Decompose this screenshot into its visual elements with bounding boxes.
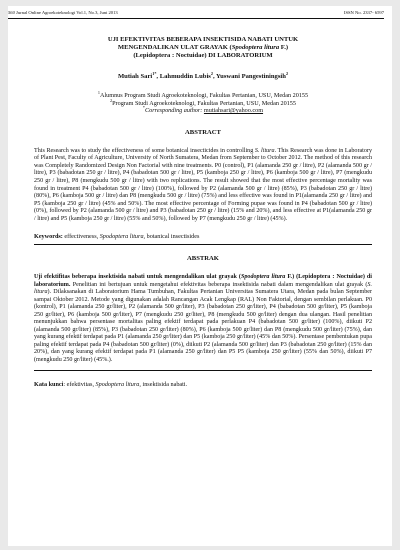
author-2-sup: 2 [210,70,213,76]
author-1: Mutiah Sari [117,73,153,80]
title-line-3: (Lepidoptera : Noctuidae) DI LABORATORIUM [133,52,273,59]
abstrak-bold-part-1: Uji efektifitas beberapa insektisida nabati untuk mengendalikan ulat grayak ( [34,274,241,281]
abstrak-bold-species: Spodoptera litura [240,274,286,281]
abstrak-text-part-2: ). Dilaksanakan di Laboratorium Hama Tumbuhan, Fakultas Pertanian Universitas Sumatera Utara, Medan pada bulan September sampai Oktober 2012. Metode yang digunakan adalah Rancangan Acak Lengkap (RAL) Non Faktorial, dengan sembilan perlakuan. P0 (kontrol), P1 (alamanda 250 gr/liter), P2 (alamanda 500 gr/liter), P3 (babadotan 250 gr/liter), P4 (babadotan 500 gr/liter), P5 (kamboja 250 gr/liter), P6 (kamboja 500 gr/liter), P7 (mengkudu 250 gr/liter), P8 (mengkudu 500 gr/liter) dengan dua ulangan. Hasil penelitian menunjukkan bahwa persentase mortalitas paling efektif terdapat pada perlakuan P4 (babadotan 500 gr/liter) (100%), diikuti P2 (alamanda 500 gr/liter) (85%), P3 (babadotan 250 gr/liter) (80%), P6 (kamboja 500 gr/liter) dan P8 (mengkudu 500 gr/liter) (75%), dan yang kurang efektif terdapat pada P1 (alamanda 250 gr/liter) dan P5 (kamboja 250 gr/liter) (45% dan 50%). Persentase pembentukan pupa paling efektif terdapat pada P4 (babadotan 500 gr/liter) (0%), diikuti P2 (alamanda 500 gr/liter) dan P3 (babadotan 250 gr/liter) (15% dan 20%), dan yang kurang efektif terdapat pada P1 (alamanda 250 gr/liter) dan P5 P5 (kamboja 250 gr/liter) (55% dan 50%), diikuti P7 (mengkudu 250 gr/liter) (45%.). [34,289,372,363]
kata-kunci-species: Spodoptera litura [95,381,140,389]
affiliation-1 [34,89,372,100]
abstrak-text-part-1: Penelitian ini bertujuan untuk mengetahui efektivitas beberapa insektisida nabati dalam mengendalikan ulat grayak ( [70,281,368,288]
title-line-1: UJI EFEKTIVITAS BEBERAPA INSEKTISIDA NABATI UNTUK [107,36,299,43]
abstrak-heading: ABSTRAK [187,255,219,263]
affiliation-1-sup: 1 [97,89,100,95]
title-species: Spodoptera litura [231,44,280,51]
kata-kunci-text-1: : efektivitas, [63,381,96,389]
title-line-2-end: F.) [279,44,289,51]
abstrak-species: S. litura [34,281,372,296]
author-3: , Yuswani Pangestiningsih [212,73,286,80]
journal-name: Jurnal Online Agroekoteknologi Vol.1, No.3, Juni 2013 [16,9,118,15]
affiliation-2-sup: 2 [110,97,113,103]
kata-kunci-text-2: , insektisida nabati. [139,381,188,389]
abstract-text-part-2: . This Research was done in Laboratory of Plant Pest, Faculty of Agriculture, University of North Sumatera, Medan from September to October 2012. The method of this research was Completely Randomized Design Non Factorial with nine treatments. P0 (control), P1 (alamanda 250 gr / litre), P2 (alamanda 500 gr / litre), P3 (babadotan 250 gr / litre), P4 (babadotan 500 gr / litre), P5 (kamboja 250 gr / litre), P6 (kamboja 500 gr / litre), P7 (mengkudu 250 gr / litre), P8 (mengkudu 500 gr / litre) with two replications. The result showed that the most effective percentage mortality was found in treatment P4 (babadotan 500 gr / litre) (100%), followed by P2 (alamanda 500 gr / litre) (85%), P3 (babadotan 250 gr / litre) (80%), P6 (kamboja 500 gr / litre) dan P8 (mengkudu 500 gr / litre) (75%) and less effective was found in P1(alamanda 250 gr / litre) and P5 (kamboja 250 gr / litre) (45% and 50%). The most effective percentage of Forming pupae was found in P4 (babadotan 500 gr / litre) (0%), followed by P2 (alamanda 500 gr / litre) and P3 (babadotan 250 gr / litre) (15% and 20%), and less effective at P1(alamanda 250 gr / litre) and P5 (kamboja 250 gr / litre) (55% and 50%), followed by P7 (mengkudu 250 gr / litre) (45%). [34,147,372,222]
affiliation-2-text: Program Studi Agroekoteknologi, Fakultas Pertanian, USU, Medan 20155 [112,99,296,107]
header-rule [8,18,384,19]
section-divider-2 [34,370,372,371]
kata-kunci [34,381,372,388]
abstrak-bold-part-2: F.) (Lepidoptera : Noctuidae) di laboratorium. [34,274,372,288]
abstract-text-part-1: This Research was to study the effectiveness of some botanical insecticides in controlling [34,147,255,154]
corresponding-sup: * [142,105,146,111]
keywords-label: Keywords: [34,233,63,241]
keywords-text-1: effectiveness, [62,233,100,241]
article-body [34,36,372,388]
journal-page [8,6,392,546]
corresponding-author [34,107,372,115]
abstrak-text [34,274,372,364]
running-header-left [8,10,118,15]
abstract-heading: ABSTRACT [185,128,221,136]
affiliation-1-text: Alumnus Program Studi Agroekoteknologi, Fakultas Pertanian, USU, Medan 20155 [99,92,309,99]
title-line-2 [34,44,372,52]
author-1-sup: 1* [152,70,157,76]
issn: ISSN No. 2337- 6597 [343,9,384,15]
section-divider [34,244,372,245]
keywords-text-2: , botanical insectisides [143,233,200,241]
running-header [8,6,392,18]
author-2: , Lahmuddin Lubis [156,73,211,80]
corresponding-label: Corresponding author: [145,107,204,115]
author-email[interactable]: mutiahsari@yahoo.com [203,107,264,115]
article-title [34,36,372,60]
title-line-2-text: MENGENDALIKAN ULAT GRAYAK ( [117,44,232,51]
author-list [34,70,372,80]
keywords-species: Spodoptera litura [99,233,144,241]
abstract-text [34,148,372,223]
kata-kunci-label: Kata kunci [34,381,64,389]
abstract-species: S. litura [254,147,275,154]
author-3-sup: 2 [285,70,289,76]
keywords [34,233,372,240]
page-number: 560 [8,9,15,15]
affiliations [34,89,372,115]
